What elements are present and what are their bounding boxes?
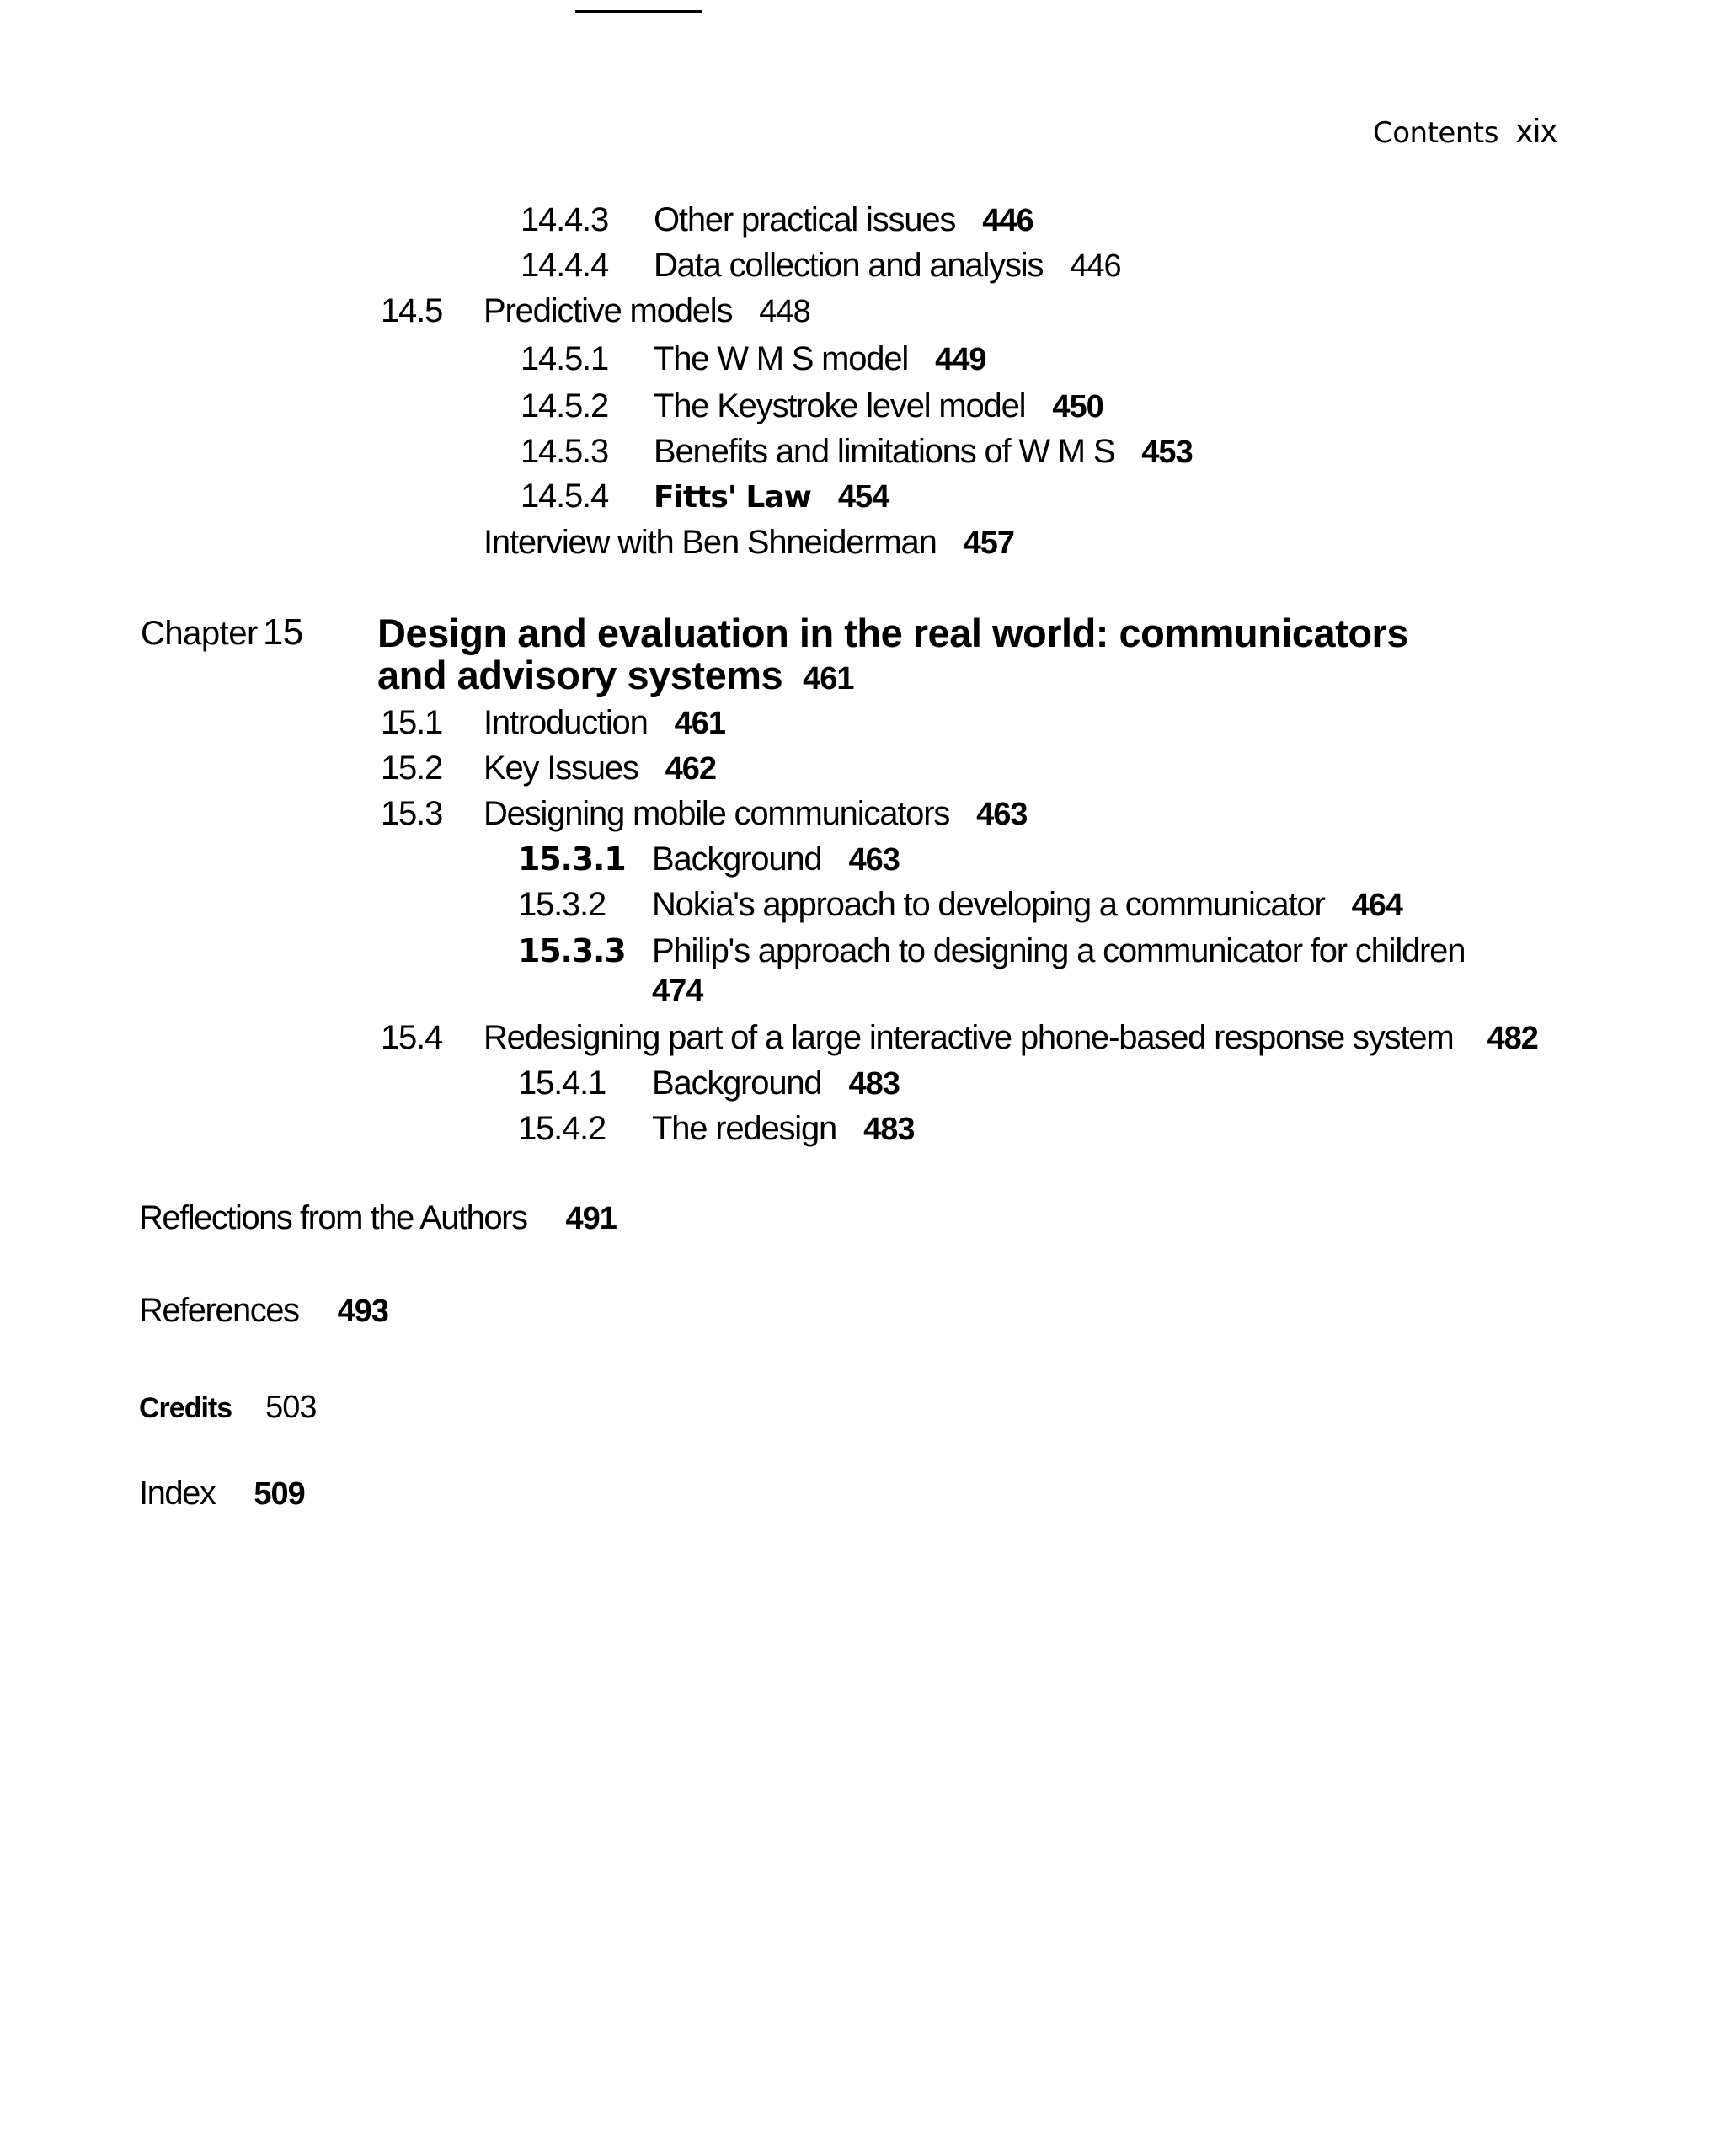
section-number: 14.4.3 [521, 201, 609, 238]
section-page: 463 [848, 842, 900, 878]
section-title: Credits [139, 1392, 232, 1424]
section-page: 464 [1351, 888, 1402, 923]
section-page: 483 [863, 1112, 915, 1147]
section-number: 15.4.2 [518, 1110, 606, 1147]
top-rule [575, 10, 702, 13]
section-title: Other practical issues [654, 201, 956, 238]
section-title: Fitts' Law [654, 480, 811, 515]
section-page: 474 [652, 974, 703, 1009]
section-title: Data collection and analysis [654, 247, 1044, 284]
section-title: Benefits and limitations of W M S [654, 433, 1115, 470]
section-page: 453 [1141, 435, 1193, 470]
section-title: Background [652, 1065, 822, 1102]
chapter-title [377, 612, 1408, 700]
section-number: 14.5.3 [521, 433, 609, 470]
section-title: Redesigning part of a large interactive phone-based response system [483, 1019, 1454, 1056]
section-title: Philip's approach to designing a communicator for children [652, 932, 1466, 969]
section-title: The redesign [652, 1110, 837, 1147]
section-page: 448 [759, 294, 810, 329]
toc-entry-references[interactable] [139, 1292, 388, 1330]
section-title: The W M S model [654, 340, 909, 377]
section-page: 493 [337, 1294, 388, 1329]
section-page: 491 [565, 1201, 617, 1236]
chapter-page: 461 [803, 661, 854, 696]
section-page: 463 [976, 797, 1028, 832]
section-page: 446 [982, 203, 1033, 238]
section-page: 482 [1487, 1021, 1538, 1056]
section-page: 462 [665, 751, 717, 787]
section-title: Background [652, 841, 822, 878]
section-page: 454 [837, 479, 889, 515]
chapter-title-line2: and advisory systems [377, 653, 783, 697]
section-number: 14.5.2 [521, 387, 609, 424]
section-page: 457 [963, 526, 1015, 561]
running-title: Contents [1373, 116, 1498, 150]
section-page: 461 [674, 706, 726, 741]
chapter-title-line1: Design and evaluation in the real world: communicators [377, 611, 1408, 655]
section-number: 15.4 [381, 1019, 443, 1056]
section-page: 483 [848, 1066, 900, 1102]
section-number: 14.5.4 [521, 478, 609, 515]
section-title: Interview with Ben Shneiderman [483, 524, 937, 561]
section-number: 15.3.3 [518, 932, 626, 969]
section-title: Designing mobile communicators [483, 795, 950, 832]
toc-entry-reflections[interactable] [139, 1199, 617, 1237]
section-number: 14.5 [381, 292, 443, 329]
section-title: Index [139, 1475, 216, 1512]
section-number: 15.3.1 [518, 841, 626, 878]
section-title: Reflections from the Authors [139, 1199, 527, 1236]
section-number: 14.4.4 [521, 247, 609, 284]
toc-entry-index[interactable] [139, 1475, 305, 1513]
section-title: Introduction [483, 704, 648, 741]
section-page: 509 [254, 1476, 305, 1512]
section-number: 15.3 [381, 795, 443, 832]
section-number: 15.4.1 [518, 1065, 606, 1102]
section-number: 14.5.1 [521, 340, 609, 377]
section-number: 15.1 [381, 704, 443, 741]
page-number: xix [1516, 113, 1557, 150]
section-page: 450 [1052, 389, 1103, 424]
chapter-label: Chapter 15 [141, 611, 303, 653]
section-title: References [139, 1292, 299, 1329]
section-page: 449 [935, 342, 986, 377]
section-title: Key Issues [483, 750, 638, 787]
chapter-number: 15 [262, 611, 303, 653]
section-page: 503 [265, 1390, 317, 1425]
section-title: Predictive models [483, 292, 733, 329]
toc-entry-credits[interactable] [139, 1388, 317, 1426]
running-header [0, 113, 1725, 158]
section-number: 15.2 [381, 750, 443, 787]
section-title: The Keystroke level model [654, 387, 1026, 424]
section-title: Nokia's approach to developing a communicator [652, 886, 1325, 923]
section-page: 446 [1070, 248, 1121, 284]
section-number: 15.3.2 [518, 886, 606, 923]
